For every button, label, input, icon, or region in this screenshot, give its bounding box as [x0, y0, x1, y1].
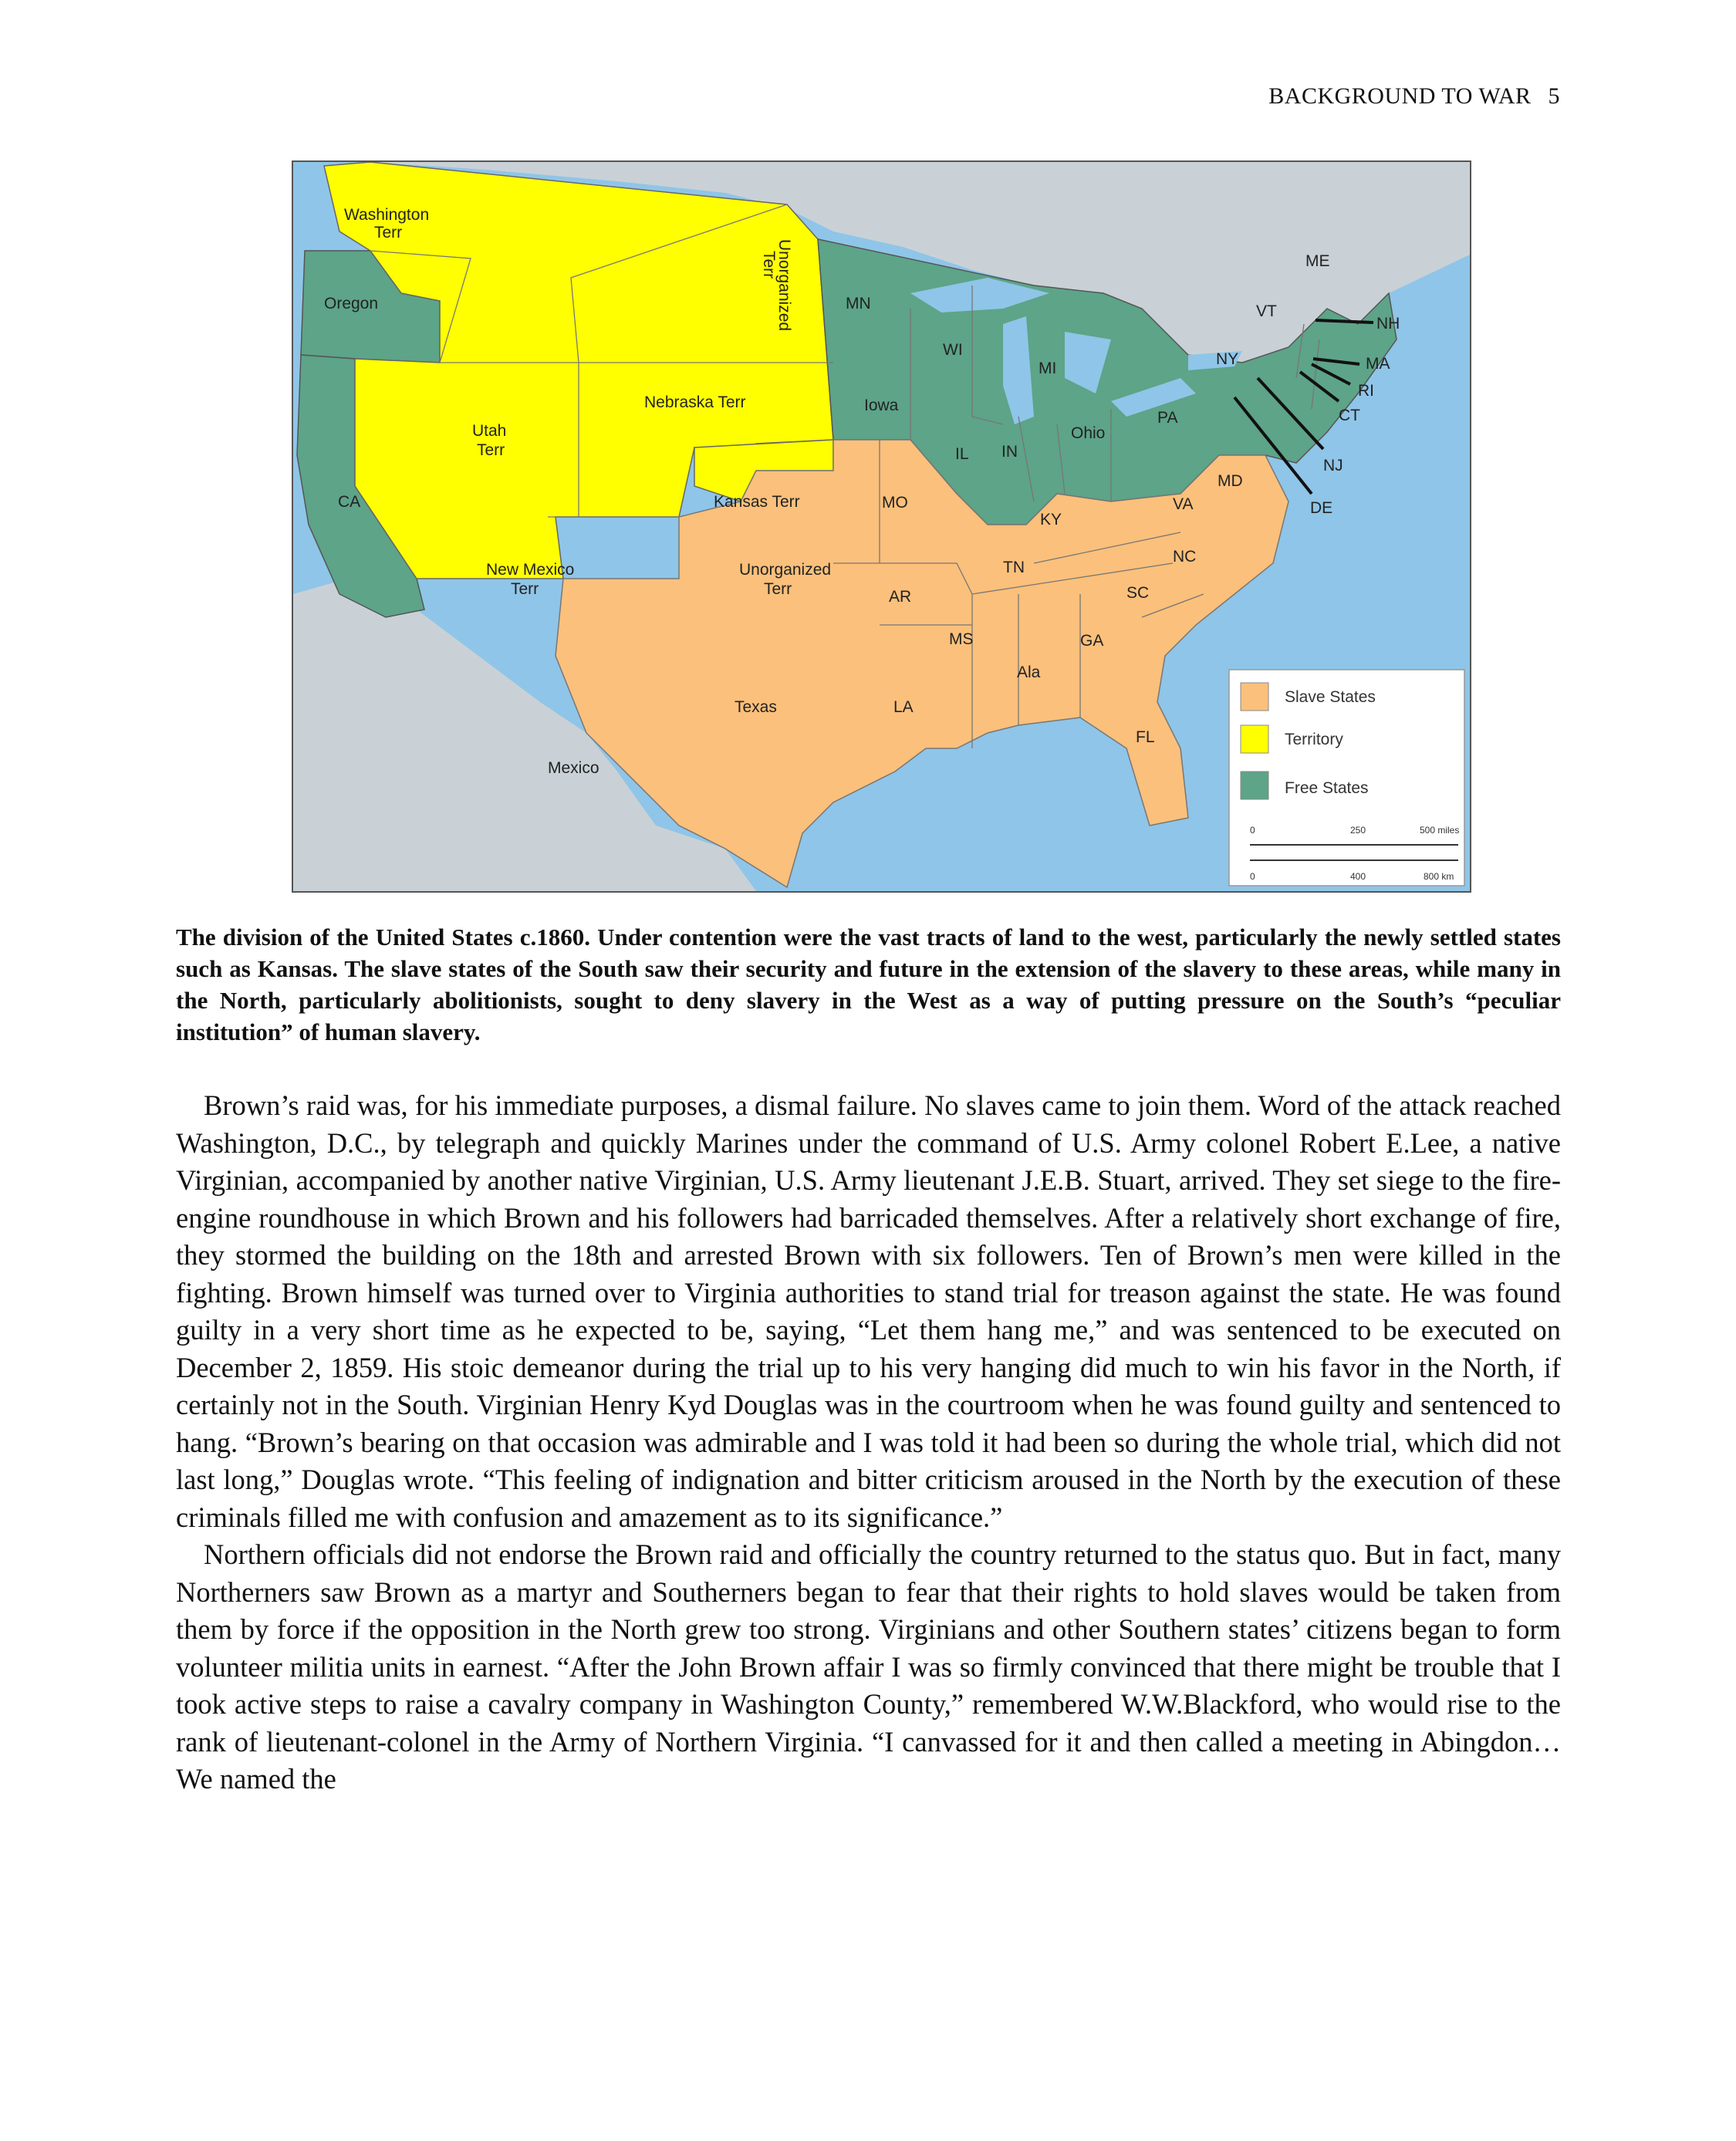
scale-km-0: 0	[1250, 871, 1255, 882]
label-mi: MI	[1039, 360, 1057, 377]
legend-label-slave: Slave States	[1285, 688, 1376, 706]
label-ct: CT	[1339, 407, 1360, 424]
label-texas: Texas	[735, 698, 777, 716]
label-ohio: Ohio	[1071, 424, 1106, 442]
running-head	[1268, 83, 1560, 110]
body-paragraph-2: Northern officials did not endorse the Brown raid and officially the country returned to the status quo. But in fact, many Northerners saw Brown as a martyr and Southerners began to fear that their rights to hold slaves would be taken from them by force if the opposition in the North grew too strong. Virginians and other Southern states’ citizens began to form volunteer militia units in earnest. “After the John Brown affair I was so firmly convinced that there might be trouble that I took active steps to raise a cavalry company in Washington County,” remembered W.W.Blackford, who would rise to the rank of lieutenant-colonel in the Army of Northern Virginia. “I canvassed for it and then called a meeting in Abingdon… We named the	[176, 1538, 1561, 1795]
label-va: VA	[1173, 495, 1194, 513]
label-ala: Ala	[1017, 664, 1041, 681]
label-unorganized-terr-north-2: Terr	[760, 251, 778, 279]
label-unorganized-terr-north: Unorganized	[775, 239, 793, 332]
label-ga: GA	[1080, 632, 1104, 650]
label-mexico: Mexico	[548, 759, 599, 777]
label-vt: VT	[1256, 302, 1277, 320]
legend-label-territory: Territory	[1285, 731, 1343, 748]
label-nh: NH	[1376, 315, 1400, 333]
body-text	[176, 1087, 1561, 1798]
label-ny: NY	[1216, 350, 1239, 368]
label-new-mexico-terr-2: Terr	[511, 580, 539, 598]
label-ma: MA	[1366, 355, 1390, 373]
figure-caption: The division of the United States c.1860. Under contention were the vast tracts of land to the west, particularly the newly settled states such as Kansas. The slave states of the South saw their security and future in the extension of the slavery to these areas, while many in the North, particularly abolitionists, sought to deny slavery in the West as a way of putting pressure on the South’s “peculiar institution” of human slavery.	[176, 924, 1561, 1045]
label-unorganized-terr-south-2: Terr	[764, 580, 792, 598]
label-md: MD	[1218, 472, 1243, 490]
label-de: DE	[1310, 499, 1333, 517]
label-utah-terr-2: Terr	[477, 441, 505, 459]
label-ar: AR	[889, 588, 912, 606]
label-sc: SC	[1126, 584, 1150, 602]
label-in: IN	[1001, 443, 1018, 461]
label-new-mexico-terr: New Mexico	[486, 561, 575, 579]
label-me: ME	[1305, 252, 1330, 270]
legend-swatch-territory	[1241, 725, 1268, 753]
map-legend	[1229, 670, 1464, 886]
scale-mi-500: 500 miles	[1420, 825, 1460, 836]
us-1860-map	[292, 160, 1471, 893]
label-pa: PA	[1157, 409, 1178, 427]
label-nebraska-terr: Nebraska Terr	[644, 393, 746, 411]
scale-km-800: 800 km	[1424, 871, 1454, 882]
label-oregon: Oregon	[324, 295, 379, 312]
label-ca: CA	[338, 493, 361, 511]
label-nc: NC	[1173, 548, 1197, 566]
label-ms: MS	[949, 630, 974, 648]
scale-mi-0: 0	[1250, 825, 1255, 836]
label-wi: WI	[943, 341, 963, 359]
legend-swatch-free	[1241, 772, 1268, 799]
label-fl: FL	[1136, 728, 1155, 746]
label-unorganized-terr-south: Unorganized	[739, 561, 832, 579]
label-mn: MN	[846, 295, 871, 312]
legend-swatch-slave	[1241, 683, 1268, 711]
label-utah-terr: Utah	[472, 422, 507, 440]
scale-km-400: 400	[1350, 871, 1366, 882]
label-kansas-terr: Kansas Terr	[714, 493, 800, 511]
label-tn: TN	[1003, 559, 1025, 576]
legend-label-free: Free States	[1285, 779, 1369, 797]
label-ky: KY	[1040, 511, 1062, 528]
page-number: 5	[1548, 83, 1560, 109]
label-nj: NJ	[1323, 457, 1343, 474]
label-la: LA	[893, 698, 914, 716]
label-il: IL	[955, 445, 969, 463]
map-svg	[293, 162, 1470, 891]
label-mo: MO	[882, 494, 908, 512]
label-iowa: Iowa	[864, 397, 899, 414]
body-paragraph-1: Brown’s raid was, for his immediate purposes, a dismal failure. No slaves came to join them. Word of the attack reached Washington, D.C., by telegraph and quickly Marines under the command of U.S. Army colonel Robert E.Lee, a native Virginian, accompanied by another native Virginian, U.S. Army lieutenant J.E.B. Stuart, arrived. They set siege to the fire-engine roundhouse in which Brown and his followers had barricaded themselves. After a relatively short exchange of fire, they stormed the building on the 18th and arrested Brown with six followers. Ten of Brown’s men were killed in the fighting. Brown himself was turned over to Virginia authorities to stand trial for treason against the state. He was found guilty in a very short time as he expected to be, saying, “Let them hang me,” and was sentenced to be executed on December 2, 1859. His stoic demeanor during the trial up to his very hanging did much to win his favor in the North, if certainly not in the South. Virginian Henry Kyd Douglas was in the courtroom when he was found guilty and sentenced to hang. “Brown’s bearing on that occasion was admirable and I was told it had been so during the whole trial, which did not last long,” Douglas wrote. “This feeling of indignation and bitter criticism aroused in the North by the execution of these criminals filled me with confusion and amazement as to its significance.”	[176, 1089, 1561, 1533]
label-washington-terr-2: Terr	[374, 224, 403, 241]
label-washington-terr: Washington	[344, 206, 430, 224]
label-ri: RI	[1358, 382, 1374, 400]
scale-mi-250: 250	[1350, 825, 1366, 836]
running-title: BACKGROUND TO WAR	[1268, 83, 1532, 109]
